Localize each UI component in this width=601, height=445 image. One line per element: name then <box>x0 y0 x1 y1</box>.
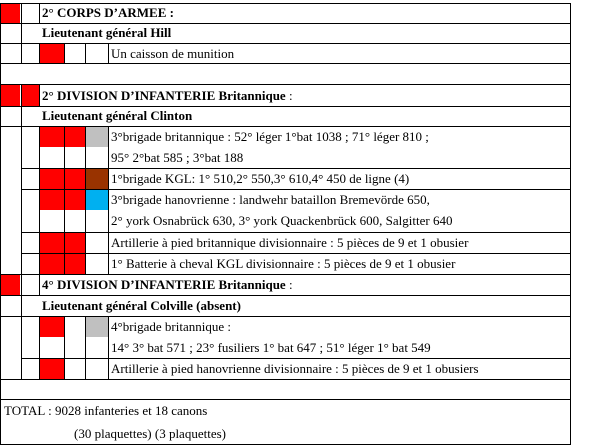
corps-title: 2° CORPS D’ARMEE : <box>42 5 174 20</box>
grid-line <box>0 3 1 445</box>
grid-line <box>64 316 65 379</box>
brigade-marker-red <box>40 190 64 210</box>
total-plaquettes: (30 plaquettes) (3 plaquettes) <box>74 426 226 441</box>
unit-line: 95° 2°bat 585 ; 3°bat 188 <box>111 150 244 165</box>
grid-line <box>64 43 65 63</box>
grid-line <box>108 43 109 63</box>
unit-line: 3°brigade britannique : 52° léger 1°bat 1038 ; 71° léger 810 ; <box>111 129 429 144</box>
division-4-heading <box>42 277 293 293</box>
division-2-title: 2° DIVISION D’INFANTERIE <box>42 88 216 103</box>
brigade-marker-cyan <box>86 190 108 210</box>
grid-line <box>0 106 571 107</box>
corps-marker-red <box>1 4 20 23</box>
unit-line: 1°brigade KGL: 1° 510,2° 550,3° 610,4° 450 de ligne (4) <box>111 171 410 186</box>
grid-line <box>39 84 40 106</box>
division-marker-red <box>1 85 20 106</box>
brigade-marker-red <box>65 190 85 210</box>
grid-line <box>0 399 571 400</box>
grid-line <box>0 274 571 275</box>
brigade-marker-red <box>65 169 85 189</box>
division-4-commander: Lieutenant général Colville (absent) <box>42 298 241 313</box>
corps-unit-ammunition: Un caisson de munition <box>111 46 235 61</box>
grid-line <box>0 295 571 296</box>
grid-line <box>21 253 571 254</box>
grid-line <box>21 3 22 63</box>
unit-line: 3°brigade hanovrienne : landwehr bataillon Bremevörde 650, <box>111 192 430 207</box>
artillery-marker-red <box>40 359 64 379</box>
unit-line: 2° york Osnabrück 630, 3° york Quackenbrück 600, Salgitter 640 <box>111 213 453 228</box>
brigade-marker-red <box>40 169 64 189</box>
grid-line <box>39 274 40 295</box>
unit-line: 14° 3° bat 571 ; 23° fusiliers 1° bat 647 ; 51° léger 1° bat 549 <box>111 340 431 355</box>
grid-line <box>0 3 571 4</box>
brigade-marker-red <box>40 317 64 337</box>
grid-line <box>21 232 571 233</box>
division-4-colon: : <box>288 277 293 292</box>
grid-line <box>21 358 571 359</box>
grid-line <box>0 84 571 85</box>
grid-line <box>0 379 571 380</box>
grid-line <box>21 274 22 379</box>
grid-line <box>570 3 571 445</box>
unit-line: Artillerie à pied britannique divisionnaire : 5 pièces de 9 et 1 obusier <box>111 235 469 250</box>
grid-line <box>0 23 571 24</box>
division-2-commander: Lieutenant général Clinton <box>42 108 193 123</box>
artillery-marker-red <box>65 233 85 253</box>
brigade-marker-grey <box>86 317 108 337</box>
corps-commander: Lieutenant général Hill <box>42 25 172 40</box>
unit-line: 4°brigade britannique : <box>111 319 231 334</box>
division-2-heading <box>42 88 293 104</box>
brigade-marker-red <box>40 127 64 147</box>
artillery-marker-red <box>40 254 64 274</box>
artillery-marker-red <box>40 233 64 253</box>
corps-unit-marker-red <box>40 44 64 63</box>
division-2-colon: : <box>288 88 293 103</box>
division-marker-red <box>1 275 20 295</box>
artillery-marker-red <box>65 254 85 274</box>
grid-line <box>21 84 22 274</box>
brigade-marker-red <box>65 127 85 147</box>
division-2-nationality: Britannique <box>218 88 286 103</box>
grid-line <box>85 43 86 63</box>
grid-line <box>108 316 109 379</box>
division-marker-red <box>22 85 39 106</box>
brigade-marker-brown <box>86 169 108 189</box>
grid-line <box>108 126 109 274</box>
unit-line: 1° Batterie à cheval KGL divisionnaire : 5 pièces de 9 et 1 obusier <box>111 256 456 271</box>
grid-line <box>0 63 571 64</box>
unit-line: Artillerie à pied hanovrienne divisionnaire : 5 pièces de 9 et 1 obusiers <box>111 361 479 376</box>
division-4-title: 4° DIVISION D’INFANTERIE <box>42 277 216 292</box>
division-4-nationality: Britannique <box>218 277 286 292</box>
brigade-marker-grey <box>86 127 108 147</box>
total-line: TOTAL : 9028 infanteries et 18 canons <box>4 403 208 418</box>
grid-line <box>39 3 40 23</box>
